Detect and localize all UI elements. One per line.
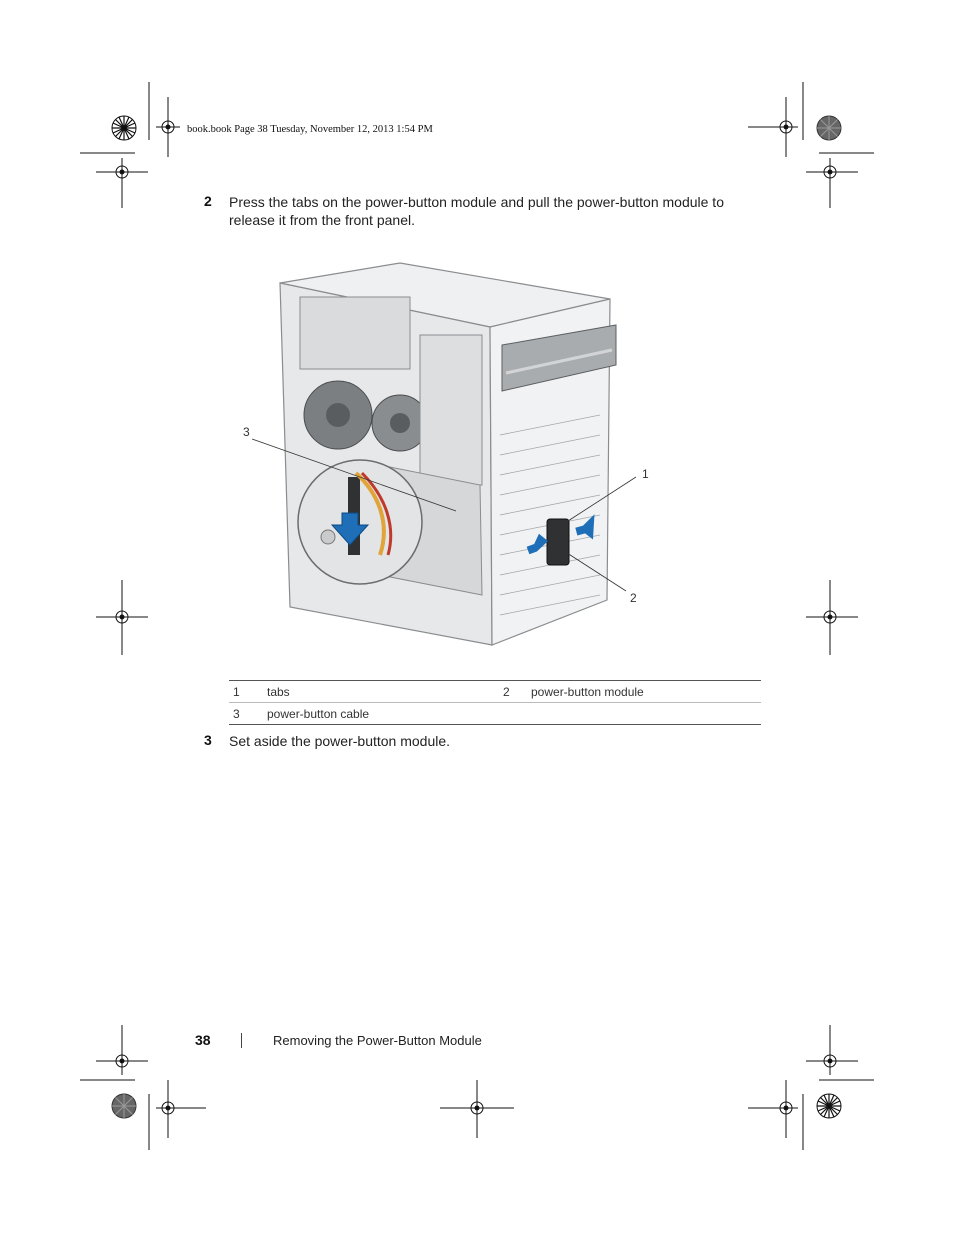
step-2-number: 2 <box>204 193 212 209</box>
legend-number: 2 <box>503 681 531 703</box>
step-3-text: Set aside the power-button module. <box>229 733 451 749</box>
legend-label: power-button module <box>531 681 761 703</box>
legend-label <box>531 703 761 725</box>
callout-1: 1 <box>642 467 649 481</box>
star-target-br <box>817 1094 841 1118</box>
print-slug: book.book Page 38 Tuesday, November 12, 2013 1:54 PM <box>187 124 433 135</box>
star-target-tr <box>817 116 841 140</box>
star-target-bl <box>112 1094 136 1118</box>
legend-number: 1 <box>229 681 267 703</box>
star-target-tl <box>112 116 136 140</box>
step-3-number: 3 <box>204 732 212 748</box>
legend-label: power-button cable <box>267 703 503 725</box>
legend-label: tabs <box>267 681 503 703</box>
callout-2: 2 <box>630 591 637 605</box>
step-2-line-2: release it from the front panel. <box>229 212 415 228</box>
legend-row <box>229 681 761 703</box>
legend-number <box>503 703 531 725</box>
callout-3: 3 <box>243 425 250 439</box>
page-number: 38 <box>195 1032 211 1048</box>
computer-chassis-illustration <box>230 255 660 660</box>
legend-number: 3 <box>229 703 267 725</box>
power-button-module <box>547 519 569 565</box>
footer-separator <box>241 1033 242 1048</box>
legend-row <box>229 703 761 725</box>
power-supply <box>300 297 410 369</box>
drive-cage <box>420 335 482 485</box>
callout-legend-table <box>229 680 761 725</box>
step-2-text <box>229 193 724 229</box>
step-2-line-1: Press the tabs on the power-button module and pull the power-button module to <box>229 194 724 210</box>
footer-section-title: Removing the Power-Button Module <box>273 1033 482 1048</box>
